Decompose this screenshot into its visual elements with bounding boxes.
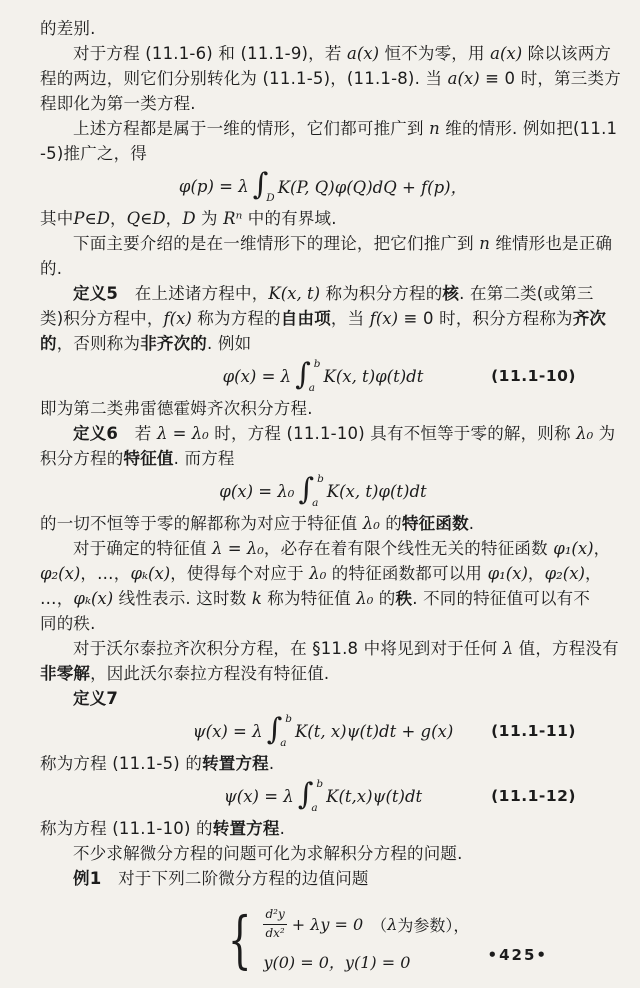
text-run: 的. xyxy=(40,259,63,278)
text-run: Q∈D xyxy=(126,209,166,228)
text-run: . 而方程 xyxy=(173,449,235,468)
text-line xyxy=(40,91,606,116)
text-line xyxy=(40,421,616,446)
text-run: φₖ(x) xyxy=(73,589,114,608)
text-run: 维情形也是正确 xyxy=(489,234,613,253)
text-run: 转置方程 xyxy=(202,754,269,773)
text-line xyxy=(40,866,606,891)
text-line xyxy=(40,206,606,231)
left-brace-icon: { xyxy=(227,903,252,976)
integral-sign-icon: ∫ xyxy=(266,712,283,747)
text-run: 称为积分方程的 xyxy=(320,284,443,303)
text-run: 对于下列二阶微分方程的边值问题 xyxy=(101,869,369,888)
text-run: 对于确定的特征值 xyxy=(73,539,213,558)
text-run: λ₀ xyxy=(356,589,374,608)
system-rows xyxy=(263,907,469,973)
text-run: 称为方程的 xyxy=(191,309,281,328)
text-run: 称为方程 (11.1-5) 的 xyxy=(40,754,203,773)
equation-lhs: ψ(x) = λ xyxy=(192,721,263,741)
integral xyxy=(298,779,323,813)
text-run: φ₂(x) xyxy=(40,564,81,583)
text-run: + λy = 0 xyxy=(291,914,364,934)
text-line xyxy=(40,16,606,41)
equation-rhs: K(x, t)φ(t)dt xyxy=(323,366,424,386)
text-run: 下面主要介绍的是在一维情形下的理论，把它们推广到 xyxy=(73,234,480,253)
text-run: 定义5 xyxy=(73,284,119,303)
text-run: 称为特征值 xyxy=(261,589,357,608)
integral xyxy=(295,359,320,393)
text-run: k xyxy=(251,589,262,608)
text-run: 值，方程没有 xyxy=(513,639,619,658)
text-run: 齐次 xyxy=(572,309,607,328)
integral-upper-limit: b xyxy=(285,713,292,725)
equation-system xyxy=(220,897,606,983)
text-run: 特征函数 xyxy=(401,514,469,533)
integral-lower-limit: a xyxy=(312,496,319,509)
text-run: a(x) xyxy=(447,69,480,88)
text-run: n xyxy=(429,119,440,138)
text-run: 的特征函数都可以用 xyxy=(326,564,488,583)
integral-upper-limit: b xyxy=(316,778,324,790)
system-row xyxy=(263,950,469,973)
text-run: λ₀ xyxy=(576,424,594,443)
text-run: 定义6 xyxy=(73,424,119,443)
text-line xyxy=(40,816,606,841)
text-line xyxy=(40,116,618,141)
text-run: 不少求解微分方程的问题可化为求解积分方程的问题. xyxy=(73,844,463,863)
integral-sign-icon: ∫ xyxy=(297,777,314,812)
text-line xyxy=(40,841,606,866)
text-run: a(x) xyxy=(490,44,523,63)
text-run: ，否则称为 xyxy=(56,334,141,353)
text-run: 为参数）， xyxy=(397,915,470,935)
text-run: 时，方程 (11.1-10) 具有不恒等于零的解，则称 xyxy=(208,424,577,443)
text-run: 积分方程的 xyxy=(40,449,124,468)
text-run: 例1 xyxy=(73,869,102,888)
text-run: 维的情形. 例如把(11.1 xyxy=(439,119,618,138)
text-run: a(x) xyxy=(347,44,380,63)
text-run: -5)推广之，得 xyxy=(40,144,147,163)
text-line xyxy=(40,661,606,686)
text-run: 定义7 xyxy=(73,689,119,708)
text-run: . 不同的特征值可以有不 xyxy=(412,589,591,608)
text-run: …， xyxy=(40,589,74,608)
text-run: 线性表示. 这时数 xyxy=(113,589,252,608)
text-run: λ₀ xyxy=(362,514,380,533)
text-run: 程即化为第一类方程. xyxy=(40,94,196,113)
text-run: ， xyxy=(527,564,545,583)
integral-sign-icon: ∫ xyxy=(252,167,269,202)
equation-rhs: K(P, Q)φ(Q)dQ + f(p)， xyxy=(277,178,468,197)
text-run: 中的有界域. xyxy=(242,209,337,228)
text-run: λ xyxy=(502,639,514,658)
integral-sign-icon: ∫ xyxy=(295,357,311,392)
text-run: 程的两边，则它们分别转化为 (11.1-5)，(11.1-8). 当 xyxy=(40,69,448,88)
equation xyxy=(40,776,606,816)
fraction xyxy=(263,907,286,941)
integral-sign-icon: ∫ xyxy=(298,472,315,507)
text-run: λ xyxy=(387,914,398,934)
text-run: 特征值 xyxy=(123,449,174,468)
text-line xyxy=(40,686,606,711)
text-run: P∈D xyxy=(73,209,110,228)
text-line xyxy=(40,446,606,471)
text-run: 的 xyxy=(40,334,57,353)
text-run: n xyxy=(479,234,490,253)
text-line xyxy=(40,141,606,166)
text-run: 的 xyxy=(379,514,402,533)
integral-lower-limit: a xyxy=(311,801,318,814)
text-run: 即为第二类弗雷德霍姆齐次积分方程. xyxy=(40,399,313,418)
text-run: . xyxy=(268,754,275,773)
text-line xyxy=(40,281,606,306)
text-run: 的 xyxy=(373,589,396,608)
text-run: 若 xyxy=(118,424,157,443)
text-line xyxy=(40,66,621,91)
text-run: 其中 xyxy=(40,209,74,228)
equation-rhs: K(x, t)φ(t)dt xyxy=(326,481,427,501)
integral-upper-limit: b xyxy=(317,473,324,485)
text-run: y(0) = 0，y(1) = 0 xyxy=(263,953,411,973)
text-run: ≡ 0 时，积分方程称为 xyxy=(398,309,573,328)
integral-lower-limit: a xyxy=(308,381,316,394)
text-run: φ₁(x) xyxy=(553,539,594,558)
equation-body xyxy=(224,779,422,813)
text-run: ，…， xyxy=(80,564,131,583)
text-run: 类)积分方程中， xyxy=(40,309,164,328)
text-run: 非零解 xyxy=(40,664,91,683)
text-run: ≡ 0 时，第三类方 xyxy=(479,69,621,88)
text-run: ，使得每个对应于 xyxy=(170,564,310,583)
integral-limits xyxy=(282,714,292,748)
text-run: . 在第二类(或第三 xyxy=(459,284,594,303)
fraction-numerator: d²y xyxy=(263,907,286,925)
text-run: φ₁(x) xyxy=(487,564,528,583)
equation xyxy=(40,166,606,206)
text-line xyxy=(40,306,606,331)
text-line xyxy=(40,331,606,356)
text-run: 转置方程 xyxy=(212,819,280,838)
text-run: 自由项 xyxy=(280,309,331,328)
text-run: φ₂(x) xyxy=(544,564,585,583)
text-run: ，必存在着有限个线性无关的特征函数 xyxy=(263,539,554,558)
text-run: f(x) xyxy=(163,309,192,328)
integral xyxy=(267,714,292,748)
text-line xyxy=(40,41,612,66)
equation-rhs: K(t,x)ψ(t)dt xyxy=(326,786,423,806)
equation xyxy=(40,356,606,396)
text-line xyxy=(40,396,606,421)
text-run: λ₀ xyxy=(309,564,327,583)
equation-lhs: φ(p) = λ xyxy=(178,176,249,196)
integral xyxy=(298,474,323,508)
text-run: . xyxy=(279,819,286,838)
equation-lhs: φ(x) = λ₀ xyxy=(219,481,295,501)
text-run: D xyxy=(182,209,196,228)
equation-body xyxy=(219,474,426,508)
text-line xyxy=(40,751,606,776)
text-run: 同的秩. xyxy=(40,614,96,633)
text-line xyxy=(40,561,606,586)
equation-body xyxy=(193,714,454,748)
text-run: ， xyxy=(593,539,611,558)
text-line xyxy=(40,231,613,256)
text-run: φₖ(x) xyxy=(130,564,171,583)
integral-limits xyxy=(268,169,274,203)
integral xyxy=(253,169,275,203)
text-run: Rⁿ xyxy=(223,209,243,228)
text-line xyxy=(40,536,611,561)
equation-number: (11.1-11) xyxy=(491,722,576,740)
equation-number: (11.1-12) xyxy=(491,787,576,805)
text-run: . 例如 xyxy=(207,334,252,353)
system-row xyxy=(263,907,469,941)
text-run: 的一切不恒等于零的解都称为对应于特征值 xyxy=(40,514,363,533)
text-run: ， xyxy=(584,564,602,583)
equation-lhs: φ(x) = λ xyxy=(222,366,292,386)
text-line xyxy=(40,511,606,536)
text-line xyxy=(40,586,606,611)
equation-body xyxy=(223,359,424,393)
text-run: 核 xyxy=(442,284,460,303)
text-run: 为 xyxy=(195,209,224,228)
text-run: 除以该两方 xyxy=(522,44,612,63)
text-run: 称为方程 (11.1-10) 的 xyxy=(40,819,213,838)
text-run: 在上述诸方程中， xyxy=(118,284,269,303)
text-run: λ = λ₀ xyxy=(212,539,264,558)
integral-limits xyxy=(308,358,321,394)
integral-lower-limit: a xyxy=(280,736,287,749)
integral-limits xyxy=(314,474,324,508)
equation-number: (11.1-10) xyxy=(491,367,576,385)
text-run: 对于方程 (11.1-6) 和 (11.1-9)，若 xyxy=(73,44,348,63)
text-run: K(x, t) xyxy=(268,284,321,303)
text-line xyxy=(40,256,606,281)
equation-rhs: K(t, x)ψ(t)dt + g(x) xyxy=(294,721,454,741)
text-run: 的差别. xyxy=(40,19,96,38)
integral-limits xyxy=(313,779,323,813)
text-run: ， xyxy=(109,209,127,228)
text-run: （ xyxy=(363,915,388,935)
text-run: λ = λ₀ xyxy=(156,424,209,443)
text-run: 恒不为零，用 xyxy=(379,44,491,63)
equation xyxy=(40,471,606,511)
text-run: ， xyxy=(165,209,183,228)
text-run: 非齐次的 xyxy=(140,334,208,353)
text-run: 对于沃尔泰拉齐次积分方程，在 §11.8 中将见到对于任何 xyxy=(73,639,503,658)
text-run: 上述方程都是属于一维的情形，它们都可推广到 xyxy=(73,119,430,138)
integral-lower-limit: D xyxy=(266,191,275,204)
equation-lhs: ψ(x) = λ xyxy=(223,786,294,806)
text-run: ，因此沃尔泰拉方程没有特征值. xyxy=(90,664,330,683)
equation-body xyxy=(179,169,467,203)
text-run: ，当 xyxy=(330,309,370,328)
text-run: 为 xyxy=(593,424,616,443)
page-number: •425• xyxy=(487,946,548,964)
integral-upper-limit: b xyxy=(313,358,321,370)
text-run: 秩 xyxy=(395,589,413,608)
equation xyxy=(40,711,606,751)
text-run: f(x) xyxy=(369,309,399,328)
fraction-denominator: dx² xyxy=(265,925,285,940)
text-run: . xyxy=(468,514,475,533)
text-line xyxy=(40,636,619,661)
text-line xyxy=(40,611,606,636)
